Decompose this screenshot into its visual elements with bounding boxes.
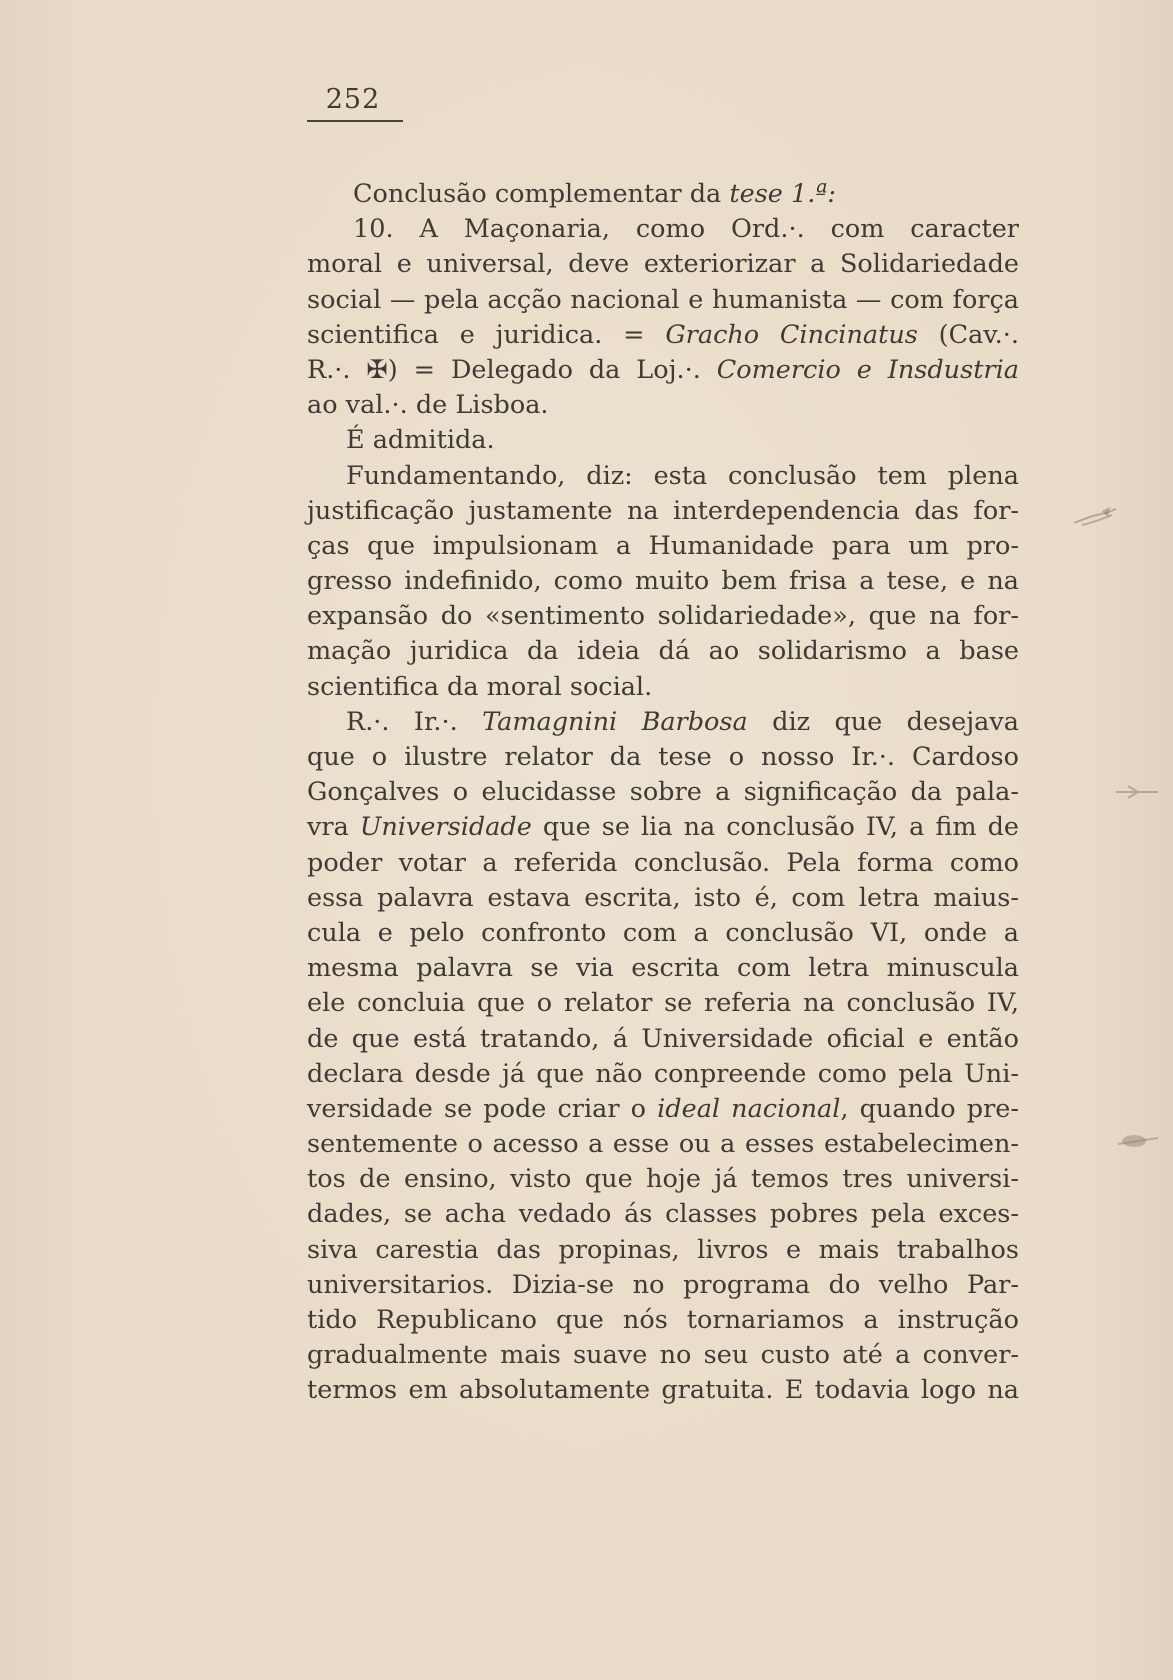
text-segment: Conclusão complementar da (353, 179, 730, 209)
text-line (307, 705, 1019, 740)
text-segment: mesma palavra se via escrita com letra minuscula (307, 953, 1019, 984)
text-segment: R.·. ✠) = Delegado da Loj.·. (307, 354, 717, 385)
text-line (307, 283, 1019, 318)
text-line (307, 353, 1019, 388)
text-segment: gresso indefinido, como muito bem frisa a tese, e na (307, 566, 1019, 597)
text-segment: que o ilustre relator da tese o nosso Ir.·. Cardoso (307, 742, 1019, 772)
text-line (307, 177, 1019, 212)
text-segment: sentemente o acesso a esse ou a esses estabelecimen- (307, 1129, 1019, 1160)
text-segment: ao val.·. de Lisboa. (307, 390, 549, 421)
text-segment: Fundamentando, diz: esta conclusão tem plena (346, 460, 1019, 491)
text-line (307, 775, 1019, 810)
text-segment: scientifica da moral social. (307, 671, 653, 702)
margin-ornament-icon (1114, 1128, 1160, 1154)
text-segment: tos de ensino, visto que hoje já temos tres universi- (307, 1164, 1019, 1195)
text-segment: siva carestia das propinas, livros e mais trabalhos (307, 1234, 1019, 1265)
text-segment: gradualmente mais suave no seu custo até a conver- (307, 1340, 1019, 1371)
margin-ornament-icon (1072, 505, 1118, 531)
text-segment: universitarios. Dizia-se no programa do velho Par- (307, 1269, 1019, 1300)
text-line (307, 388, 1019, 423)
text-line (307, 634, 1019, 669)
text-line (307, 1092, 1019, 1127)
text-segment: justificação justamente na interdependencia das for- (307, 495, 1019, 526)
italic-text: tese 1.ª: (729, 179, 837, 209)
text-line (307, 1338, 1019, 1373)
text-line (307, 986, 1019, 1021)
text-segment: ele concluia que o relator se referia na conclusão IV, (307, 988, 1019, 1019)
text-line (307, 1303, 1019, 1338)
text-line (307, 599, 1019, 634)
margin-ornament-icon (1114, 780, 1160, 806)
text-line (307, 212, 1019, 247)
text-segment: vra (307, 812, 360, 843)
text-line (307, 810, 1019, 845)
text-line (307, 459, 1019, 494)
text-line (307, 494, 1019, 529)
text-segment: dades, se acha vedado ás classes pobres pela exces- (307, 1199, 1019, 1230)
text-line (307, 564, 1019, 599)
text-segment: É admitida. (346, 425, 495, 456)
italic-text: ideal nacional (657, 1093, 841, 1124)
text-line (307, 247, 1019, 282)
text-line (307, 1197, 1019, 1232)
text-segment: (Cav.·. (917, 319, 1019, 350)
text-segment: 10. A Maçonaria, como Ord.·. com caracter (353, 214, 1019, 245)
text-segment: de que está tratando, á Universidade oficial e então (307, 1023, 1019, 1054)
text-segment: essa palavra estava escrita, isto é, com letra maius- (307, 882, 1019, 913)
text-line (307, 1268, 1019, 1303)
italic-text: Universidade (359, 812, 532, 843)
text-line (307, 529, 1019, 564)
text-line (307, 670, 1019, 705)
text-segment: mação juridica da ideia dá ao solidarismo a base (307, 636, 1019, 667)
text-line (307, 1057, 1019, 1092)
italic-text: Comercio e Insdustria (716, 354, 1019, 385)
text-segment: ças que impulsionam a Humanidade para um pro- (307, 530, 1019, 561)
text-segment: declara desde já que não conpreende como pela Uni- (307, 1058, 1019, 1089)
text-line (307, 1127, 1019, 1162)
text-line (307, 951, 1019, 986)
text-segment: , quando pre- (840, 1093, 1019, 1124)
text-line (307, 1022, 1019, 1057)
text-segment: moral e universal, deve exteriorizar a Solidariedade (307, 249, 1019, 280)
page-number-rule (307, 120, 403, 122)
text-line (307, 1162, 1019, 1197)
text-segment: scientifica e juridica. = (307, 319, 666, 350)
text-segment: termos em absolutamente gratuita. E todavia logo na (307, 1375, 1019, 1406)
text-segment: social — pela acção nacional e humanista — com força (307, 284, 1019, 315)
text-line (307, 1373, 1019, 1408)
text-segment: versidade se pode criar o (307, 1093, 658, 1124)
text-line (307, 318, 1019, 353)
text-segment: cula e pelo confronto com a conclusão VI, onde a (307, 917, 1019, 948)
italic-text: Gracho Cincinatus (665, 319, 918, 350)
italic-text: Tamagnini Barbosa (482, 706, 748, 737)
text-segment: tido Republicano que nós tornariamos a instrução (307, 1305, 1019, 1335)
body-text (307, 177, 1019, 1409)
text-line (307, 1233, 1019, 1268)
text-line (307, 423, 1019, 458)
text-segment: que se lia na conclusão IV, a fim de (531, 812, 1019, 843)
page-number: 252 (325, 84, 381, 115)
text-line (307, 916, 1019, 951)
text-line (307, 881, 1019, 916)
text-line (307, 846, 1019, 881)
text-segment: poder votar a referida conclusão. Pela forma como (307, 847, 1019, 878)
text-segment: Gonçalves o elucidasse sobre a significação da pala- (307, 777, 1019, 808)
text-line (307, 740, 1019, 775)
text-segment: R.·. Ir.·. (346, 706, 483, 737)
text-segment: diz que desejava (747, 706, 1019, 737)
text-segment: expansão do «sentimento solidariedade», que na for- (307, 601, 1019, 632)
